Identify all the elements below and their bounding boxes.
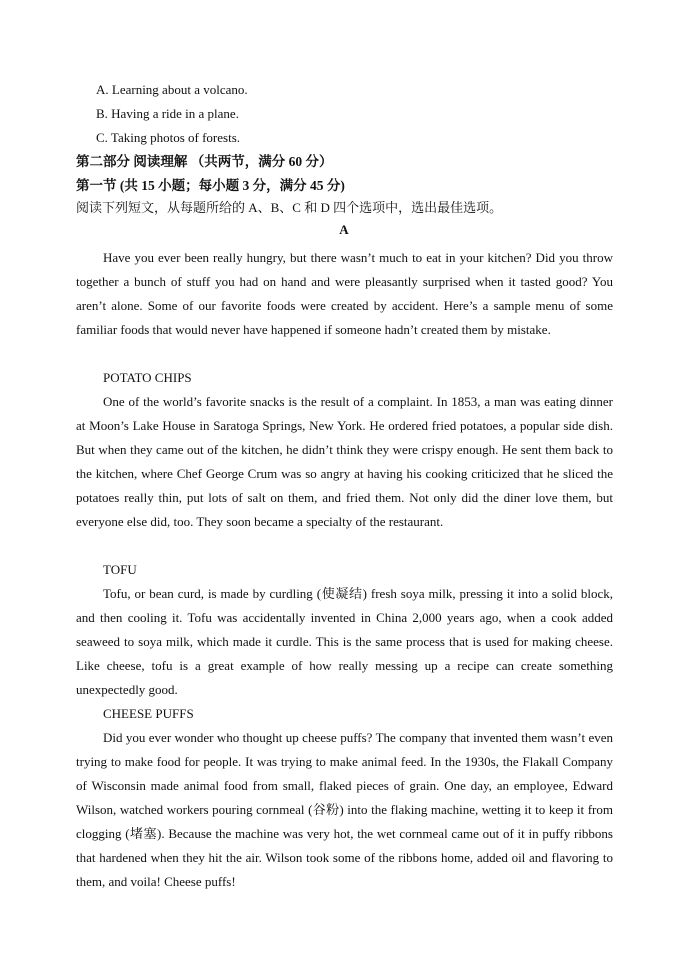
- instructions: 阅读下列短文，从每题所给的 A、B、C 和 D 四个选项中，选出最佳选项。: [76, 200, 503, 215]
- paragraph-potato-chips: One of the world’s favorite snacks is the result of a complaint. In 1853, a man was eating dinner at Moon’s Lake House in Saratoga Springs, New York. He ordered fried potatoes, a popular side dish. But when they came out of the kitchen, he didn’t think they were crispy enough. He sent them back to the kitchen, where Chef George Crum was so angry at having his cooking criticized that he sliced the potatoes really thin, put lots of salt on them, and fried them. Not only did the diner love them, but everyone else did, too. They soon became a specialty of the restaurant.: [76, 394, 613, 529]
- option-c: C. Taking photos of forests.: [96, 130, 241, 145]
- part-title: 第二部分 阅读理解 （共两节，满分 60 分）: [76, 154, 333, 169]
- subsection-title: 第一节 (共 15 小题；每小题 3 分，满分 45 分): [76, 178, 345, 193]
- paragraph-tofu: Tofu, or bean curd, is made by curdling (使凝结) fresh soya milk, pressing it into a solid block, and then cooling it. Tofu was accidentally invented in China 2,000 years ago, when a cook added seaweed to soya milk, which made it curdle. This is the same process that is used for making cheese. Like cheese, tofu is a great example of how really messing up a recipe can create something unexpectedly good.: [76, 586, 613, 697]
- paragraph-cheese-puffs: Did you ever wonder who thought up cheese puffs? The company that invented them wasn’t even trying to make food for people. It was trying to make animal feed. In the 1930s, the Flakall Company of Wisconsin made animal food from small, flaked pieces of grain. One day, an employee, Edward Wilson, watched workers pouring cornmeal (谷粉) into the flaking machine, wetting it to keep it from clogging (堵塞). Because the machine was very hot, the wet cornmeal came out of it in puffy ribbons that hardened when they hit the air. Wilson took some of the ribbons home, added oil and flavoring to them, and voila! Cheese puffs!: [76, 730, 613, 889]
- passage-intro: Have you ever been really hungry, but there wasn’t much to eat in your kitchen? Did you throw together a bunch of stuff you had on hand and were pleasantly surprised when it tasted good? You aren’t alone. Some of our favorite foods were created by accident. Here’s a sample menu of some familiar foods that would never have happened if someone hadn’t created them by mistake.: [76, 250, 613, 337]
- heading-tofu: TOFU: [103, 562, 137, 577]
- passage-letter: A: [339, 222, 349, 237]
- heading-potato-chips: POTATO CHIPS: [103, 370, 192, 385]
- option-b: B. Having a ride in a plane.: [96, 106, 239, 121]
- heading-cheese-puffs: CHEESE PUFFS: [103, 706, 194, 721]
- option-a: A. Learning about a volcano.: [96, 82, 248, 97]
